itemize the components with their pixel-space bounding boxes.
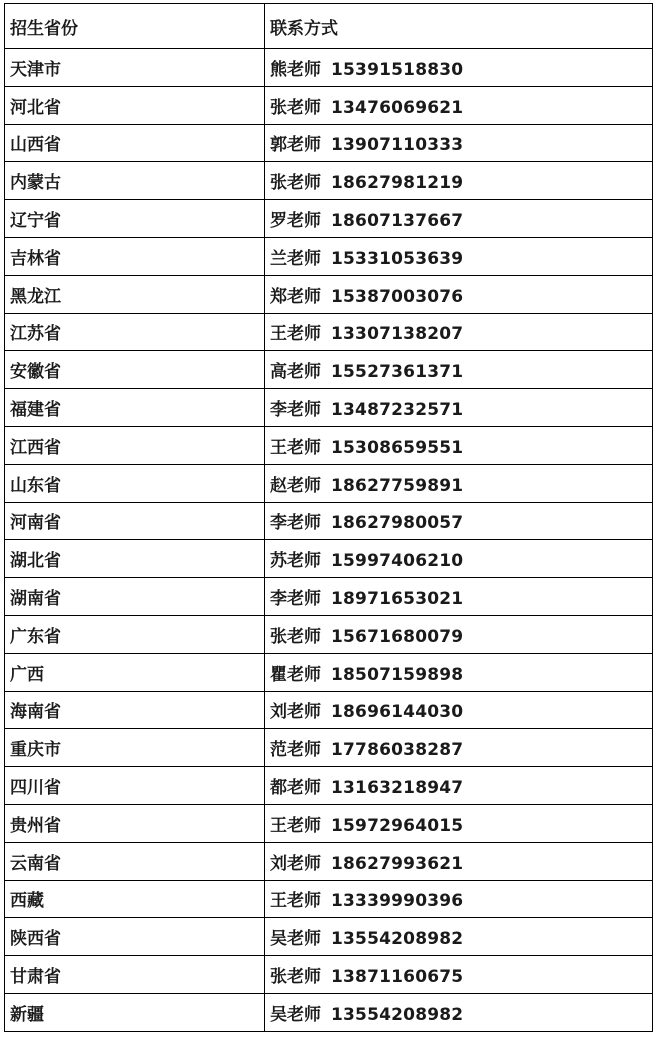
table-row <box>5 804 653 842</box>
table-row <box>5 615 653 653</box>
phone-number: 18627980057 <box>331 513 464 534</box>
table-row <box>5 275 653 313</box>
province-cell: 西藏 <box>5 880 265 918</box>
contact-cell <box>265 124 653 162</box>
province-cell: 重庆市 <box>5 729 265 767</box>
province-cell: 甘肃省 <box>5 956 265 994</box>
province-cell: 海南省 <box>5 691 265 729</box>
province-cell: 广西 <box>5 653 265 691</box>
teacher-name: 刘老师 <box>270 853 321 874</box>
contact-cell <box>265 86 653 124</box>
table-row <box>5 389 653 427</box>
table-row <box>5 578 653 616</box>
phone-number: 15671680079 <box>331 626 464 647</box>
phone-number: 18696144030 <box>331 702 464 723</box>
phone-number: 13339990396 <box>331 891 464 912</box>
contact-cell <box>265 880 653 918</box>
contact-cell <box>265 691 653 729</box>
phone-number: 15387003076 <box>331 286 464 307</box>
teacher-name: 张老师 <box>270 626 321 647</box>
teacher-name: 郭老师 <box>270 135 321 156</box>
teacher-name: 苏老师 <box>270 551 321 572</box>
province-cell: 四川省 <box>5 767 265 805</box>
contact-cell <box>265 615 653 653</box>
contact-cell <box>265 804 653 842</box>
teacher-name: 熊老师 <box>270 59 321 80</box>
table-row <box>5 313 653 351</box>
province-cell: 江西省 <box>5 426 265 464</box>
contact-cell <box>265 540 653 578</box>
table-row <box>5 200 653 238</box>
table-body <box>5 49 653 1032</box>
phone-number: 13907110333 <box>331 135 464 156</box>
table-row <box>5 86 653 124</box>
contact-cell <box>265 200 653 238</box>
teacher-name: 范老师 <box>270 740 321 761</box>
teacher-name: 刘老师 <box>270 702 321 723</box>
table-row <box>5 502 653 540</box>
contact-cell <box>265 956 653 994</box>
phone-number: 18627981219 <box>331 173 464 194</box>
table-row <box>5 351 653 389</box>
phone-number: 18627759891 <box>331 475 464 496</box>
teacher-name: 张老师 <box>270 967 321 988</box>
teacher-name: 王老师 <box>270 437 321 458</box>
province-cell: 吉林省 <box>5 237 265 275</box>
contact-cell <box>265 237 653 275</box>
contact-cell <box>265 918 653 956</box>
phone-number: 13554208982 <box>331 929 464 950</box>
teacher-name: 吴老师 <box>270 1004 321 1025</box>
header-contact: 联系方式 <box>265 4 653 49</box>
province-cell: 福建省 <box>5 389 265 427</box>
contact-cell <box>265 578 653 616</box>
phone-number: 17786038287 <box>331 740 464 761</box>
teacher-name: 吴老师 <box>270 929 321 950</box>
phone-number: 13307138207 <box>331 324 464 345</box>
table-row <box>5 880 653 918</box>
teacher-name: 都老师 <box>270 778 321 799</box>
contact-cell <box>265 729 653 767</box>
contact-cell <box>265 767 653 805</box>
teacher-name: 高老师 <box>270 362 321 383</box>
table-row <box>5 691 653 729</box>
teacher-name: 张老师 <box>270 97 321 118</box>
teacher-name: 王老师 <box>270 324 321 345</box>
phone-number: 13871160675 <box>331 967 464 988</box>
contact-cell <box>265 993 653 1031</box>
phone-number: 15391518830 <box>331 59 464 80</box>
table-row <box>5 918 653 956</box>
contact-cell <box>265 502 653 540</box>
phone-number: 18627993621 <box>331 853 464 874</box>
table-row <box>5 464 653 502</box>
contact-cell <box>265 389 653 427</box>
province-cell: 安徽省 <box>5 351 265 389</box>
teacher-name: 王老师 <box>270 815 321 836</box>
contact-cell <box>265 653 653 691</box>
table-row <box>5 49 653 87</box>
phone-number: 15331053639 <box>331 248 464 269</box>
teacher-name: 郑老师 <box>270 286 321 307</box>
teacher-name: 赵老师 <box>270 475 321 496</box>
province-cell: 新疆 <box>5 993 265 1031</box>
phone-number: 15527361371 <box>331 362 464 383</box>
province-cell: 广东省 <box>5 615 265 653</box>
table-row <box>5 993 653 1031</box>
province-cell: 内蒙古 <box>5 162 265 200</box>
contact-cell <box>265 162 653 200</box>
phone-number: 13476069621 <box>331 97 464 118</box>
province-cell: 河北省 <box>5 86 265 124</box>
teacher-name: 兰老师 <box>270 248 321 269</box>
table-row <box>5 956 653 994</box>
province-cell: 山西省 <box>5 124 265 162</box>
phone-number: 15308659551 <box>331 437 464 458</box>
phone-number: 18607137667 <box>331 211 464 232</box>
table-row <box>5 729 653 767</box>
teacher-name: 王老师 <box>270 891 321 912</box>
contact-cell <box>265 313 653 351</box>
teacher-name: 李老师 <box>270 589 321 610</box>
table-row <box>5 162 653 200</box>
phone-number: 18507159898 <box>331 664 464 685</box>
phone-number: 13554208982 <box>331 1004 464 1025</box>
province-cell: 陕西省 <box>5 918 265 956</box>
phone-number: 13487232571 <box>331 400 464 421</box>
province-cell: 山东省 <box>5 464 265 502</box>
teacher-name: 李老师 <box>270 513 321 534</box>
province-cell: 河南省 <box>5 502 265 540</box>
province-cell: 江苏省 <box>5 313 265 351</box>
province-cell: 湖南省 <box>5 578 265 616</box>
contact-table <box>4 3 653 1032</box>
phone-number: 15972964015 <box>331 815 464 836</box>
teacher-name: 罗老师 <box>270 211 321 232</box>
contact-cell <box>265 351 653 389</box>
table-row <box>5 842 653 880</box>
province-cell: 黑龙江 <box>5 275 265 313</box>
contact-cell <box>265 464 653 502</box>
phone-number: 15997406210 <box>331 551 464 572</box>
province-cell: 天津市 <box>5 49 265 87</box>
contact-cell <box>265 275 653 313</box>
teacher-name: 瞿老师 <box>270 664 321 685</box>
table-row <box>5 426 653 464</box>
table-row <box>5 653 653 691</box>
province-cell: 辽宁省 <box>5 200 265 238</box>
province-cell: 湖北省 <box>5 540 265 578</box>
phone-number: 18971653021 <box>331 589 464 610</box>
teacher-name: 李老师 <box>270 400 321 421</box>
table-row <box>5 237 653 275</box>
teacher-name: 张老师 <box>270 173 321 194</box>
phone-number: 13163218947 <box>331 778 464 799</box>
contact-cell <box>265 842 653 880</box>
contact-cell <box>265 426 653 464</box>
table-row <box>5 767 653 805</box>
header-row <box>5 4 653 49</box>
table-row <box>5 540 653 578</box>
table-header <box>5 4 653 49</box>
province-cell: 云南省 <box>5 842 265 880</box>
header-province: 招生省份 <box>5 4 265 49</box>
contact-cell <box>265 49 653 87</box>
table-row <box>5 124 653 162</box>
province-cell: 贵州省 <box>5 804 265 842</box>
